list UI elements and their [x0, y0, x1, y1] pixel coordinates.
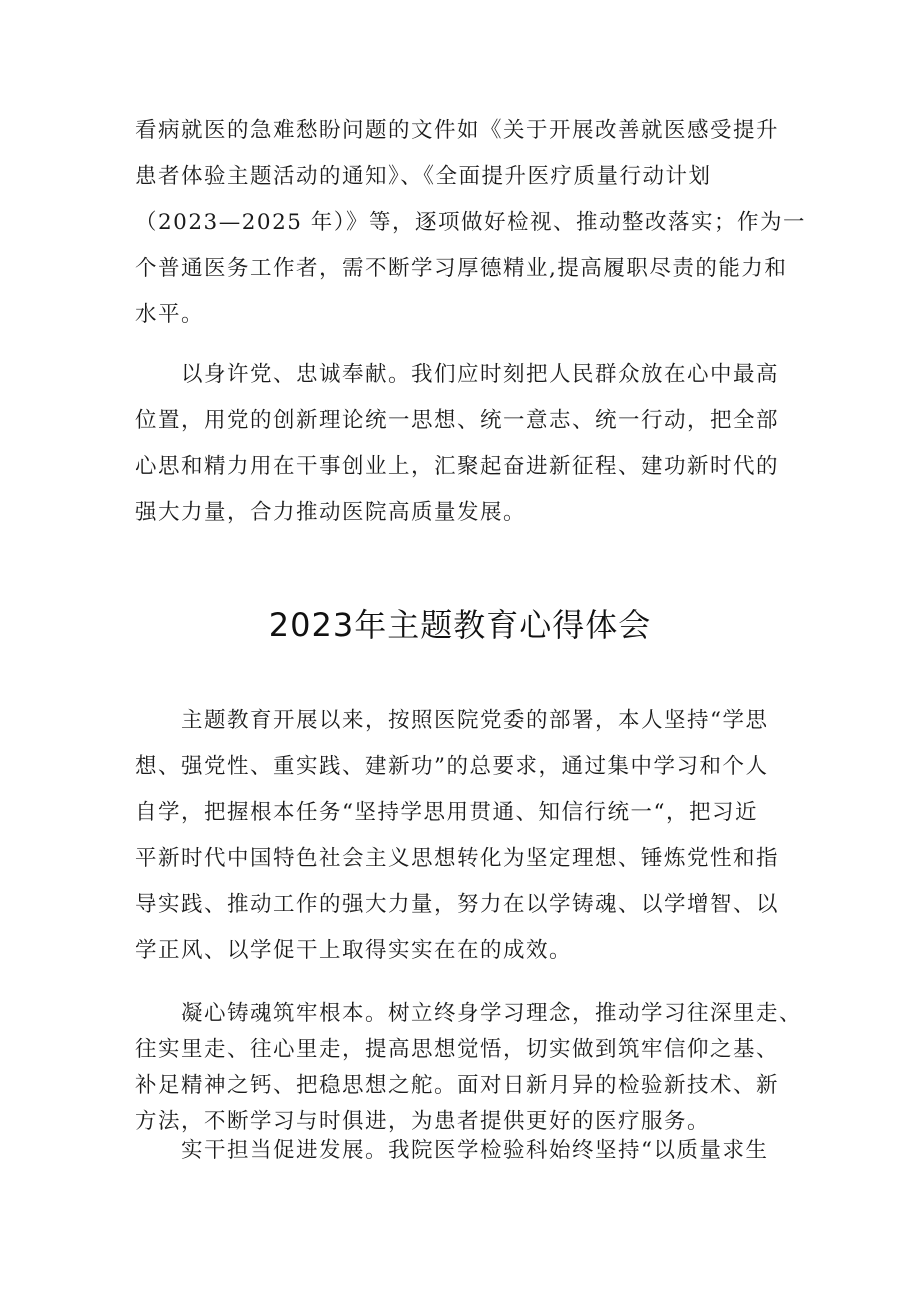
- text-line: 实干担当促进发展。我院医学检验科始终坚持“以质量求生: [181, 1138, 769, 1163]
- paragraph-practice: [135, 1128, 800, 1174]
- text-line: 水平。: [135, 302, 205, 327]
- text-line: 学正风、以学促干上取得实实在在的成效。: [135, 938, 573, 963]
- text-line: 导实践、推动工作的强大力量，努力在以学铸魂、以学增智、以: [135, 892, 780, 917]
- text-line: 想、强党性、重实践、建新功”的总要求，通过集中学习和个人: [135, 754, 769, 779]
- text-line: 主题教育开展以来，按照医院党委的部署，本人坚持“学思: [181, 708, 769, 733]
- paragraph-intro: [135, 698, 800, 974]
- text-line: （2023—2025 年）》等，逐项做好检视、推动整改落实；作为一: [135, 210, 807, 235]
- text-line: 患者体验主题活动的通知》、《全面提升医疗质量行动计划: [135, 164, 712, 189]
- text-line: 位置，用党的创新理论统一思想、统一意志、统一行动，把全部: [135, 408, 780, 433]
- document-title: 2023年主题教育心得体会: [268, 606, 652, 644]
- text-line: 凝心铸魂筑牢根本。树立终身学习理念，推动学习往深里走、: [181, 1001, 803, 1026]
- paragraph-soul: [135, 996, 803, 1140]
- text-line: 平新时代中国特色社会主义思想转化为坚定理想、锤炼党性和指: [135, 846, 780, 871]
- text-line: 补足精神之钙、把稳思想之舵。面对日新月异的检验新技术、新: [135, 1073, 780, 1098]
- text-line: 个普通医务工作者，需不断学习厚德精业,提高履职尽责的能力和: [135, 256, 788, 281]
- text-line: 方法，不断学习与时俱进，为患者提供更好的医疗服务。: [135, 1109, 711, 1134]
- text-line: 以身许党、忠诚奉献。我们应时刻把人民群众放在心中最高: [181, 362, 780, 387]
- paragraph-continuation: [135, 108, 807, 338]
- text-line: 强大力量，合力推动医院高质量发展。: [135, 500, 527, 525]
- text-line: 心思和精力用在干事创业上，汇聚起奋进新征程、建功新时代的: [135, 454, 780, 479]
- text-line: 看病就医的急难愁盼问题的文件如《关于开展改善就医感受提升: [135, 118, 780, 143]
- paragraph-dedication: [135, 352, 800, 536]
- text-line: 自学，把握根本任务“坚持学思用贯通、知信行统一“，把习近: [135, 800, 758, 825]
- text-line: 往实里走、往心里走，提高思想觉悟，切实做到筑牢信仰之基、: [135, 1037, 780, 1062]
